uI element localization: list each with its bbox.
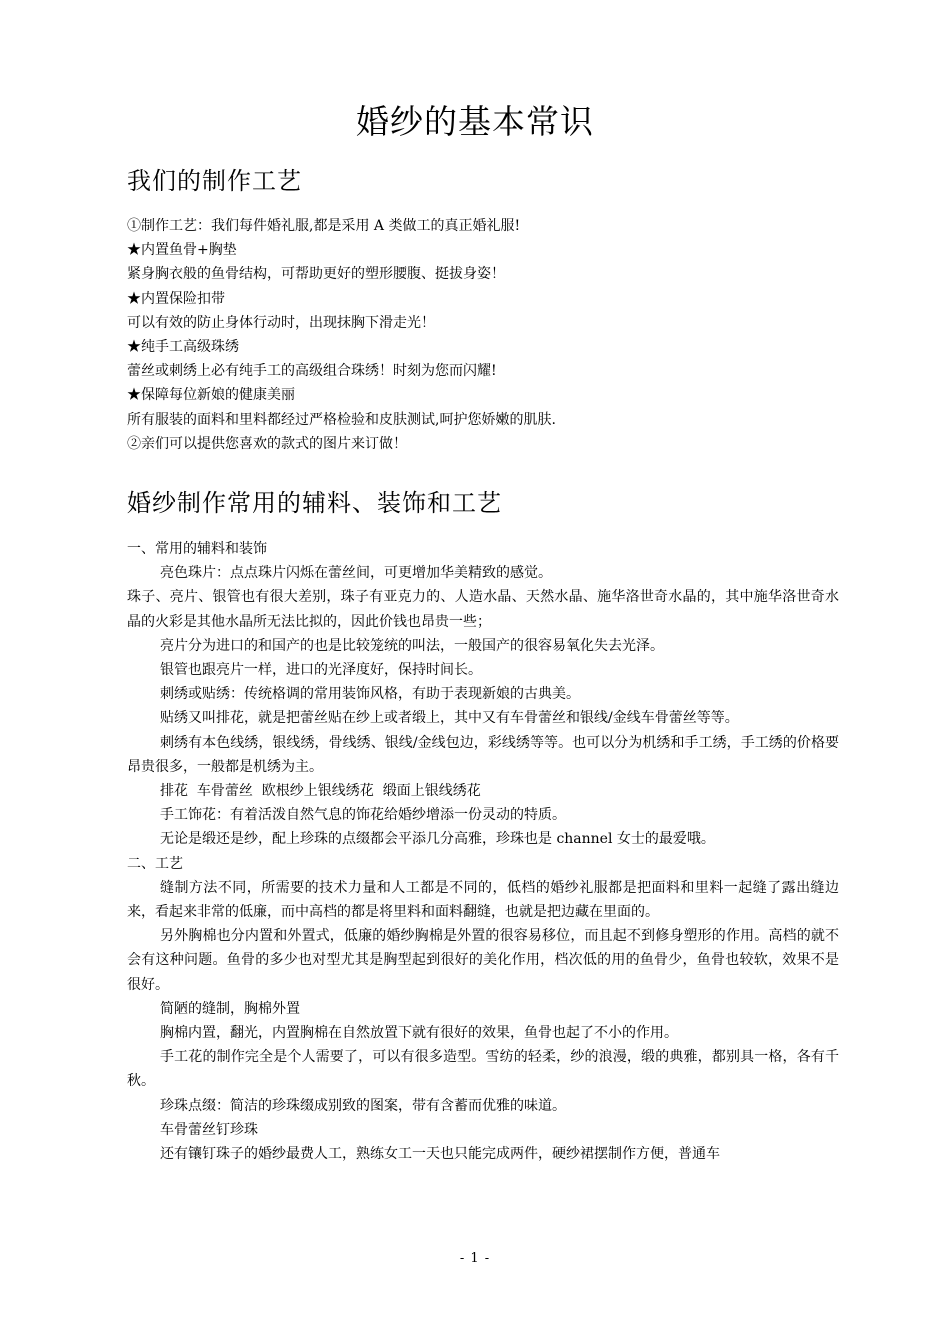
craft-line: ★内置鱼骨+胸垫 [127,242,237,259]
paragraph: 银管也跟亮片一样，进口的光泽度好，保持时间长。 [160,662,482,679]
craft-line: 紧身胸衣般的鱼骨结构，可帮助更好的塑形腰腹、挺拔身姿！ [127,266,505,283]
craft-line: ★纯手工高级珠绣 [127,339,239,356]
section-heading-craft: 我们的制作工艺 [127,167,302,195]
craft-line: 可以有效的防止身体行动时，出现抹胸下滑走光！ [127,314,435,331]
page-number: - 1 - [459,1251,491,1266]
paragraph: 排花 车骨蕾丝 欧根纱上银线绣花 缎面上银线绣花 [160,783,481,800]
craft-line: ①制作工艺：我们每件婚礼服,都是采用 A 类做工的真正婚礼服! [127,218,521,234]
paragraph: 亮色珠片：点点珠片闪烁在蕾丝间，可更增加华美精致的感觉。 [160,565,552,582]
paragraph: 还有镶钉珠子的婚纱最费人工，熟练女工一天也只能完成两件，硬纱裙摆制作方便，普通车 [160,1146,720,1163]
paragraph: 胸棉内置，翻光，内置胸棉在自然放置下就有很好的效果，鱼骨也起了不小的作用。 [160,1025,678,1042]
paragraph: 刺绣或贴绣：传统格调的常用装饰风格，有助于表现新娘的古典美。 [160,686,580,703]
craft-line: 所有服装的面料和里料都经过严格检验和皮肤测试,呵护您娇嫩的肌肤. [127,411,556,428]
paragraph: 手工花的制作完全是个人需要了，可以有很多造型。雪纺的轻柔，纱的浪漫，缎的典雅，都别具一格，各有千秋。 [127,1049,839,1090]
paragraph: 刺绣有本色线绣，银线绣，骨线绣、银线/金线包边，彩线绣等等。也可以分为机绣和手工绣，手工绣的价格要昂贵很多，一般都是机绣为主。 [127,734,839,775]
craft-line: ★内置保险扣带 [127,290,225,307]
paragraph: 简陋的缝制，胸棉外置 [160,1000,300,1017]
craft-list [127,214,839,456]
paragraph: 珍珠点缀：简洁的珍珠缀成别致的图案，带有含蓄而优雅的味道。 [160,1097,566,1114]
subheading-accessories: 一、常用的辅料和装饰 [127,541,267,557]
paragraph: 车骨蕾丝钉珍珠 [160,1121,258,1138]
section-heading-materials: 婚纱制作常用的辅料、装饰和工艺 [127,489,502,517]
paragraph: 亮片分为进口的和国产的也是比较笼统的叫法，一般国产的很容易氧化失去光泽。 [160,637,664,654]
subheading-craft: 二、工艺 [127,855,183,872]
paragraph: 缝制方法不同，所需要的技术力量和人工都是不同的，低档的婚纱礼服都是把面料和里料一起缝了露出缝边来，看起来非常的低廉，而中高档的都是将里料和面料翻缝，也就是把边藏在里面的。 [127,879,839,921]
document-title: 婚纱的基本常识 [356,102,594,141]
paragraph: 珠子、亮片、银管也有很大差别，珠子有亚克力的、人造水晶、天然水晶、施华洛世奇水晶的，其中施华洛世奇水晶的火彩是其他水晶所无法比拟的，因此价钱也昂贵一些； [127,589,839,630]
paragraph: 无论是缎还是纱，配上珍珠的点缀都会平添几分高雅，珍珠也是 channel 女士的最爱哦。 [160,831,715,848]
craft-line: 蕾丝或刺绣上必有纯手工的高级组合珠绣！时刻为您而闪耀! [127,363,497,380]
materials-body [127,537,839,1166]
paragraph: 手工饰花：有着活泼自然气息的饰花给婚纱增添一份灵动的特质。 [160,807,566,824]
craft-line: ★保障每位新娘的健康美丽 [127,387,295,404]
craft-line: ②亲们可以提供您喜欢的款式的图片来订做！ [127,435,407,452]
paragraph: 另外胸棉也分内置和外置式，低廉的婚纱胸棉是外置的很容易移位，而且起不到修身塑形的作用。高档的就不会有这种问题。鱼骨的多少也对型尤其是胸型起到很好的美化作用，档次低的用的鱼骨少，鱼骨也较软，效果不是很好。 [127,928,839,993]
paragraph: 贴绣又叫排花，就是把蕾丝贴在纱上或者缎上，其中又有车骨蕾丝和银线/金线车骨蕾丝等等。 [160,710,739,727]
